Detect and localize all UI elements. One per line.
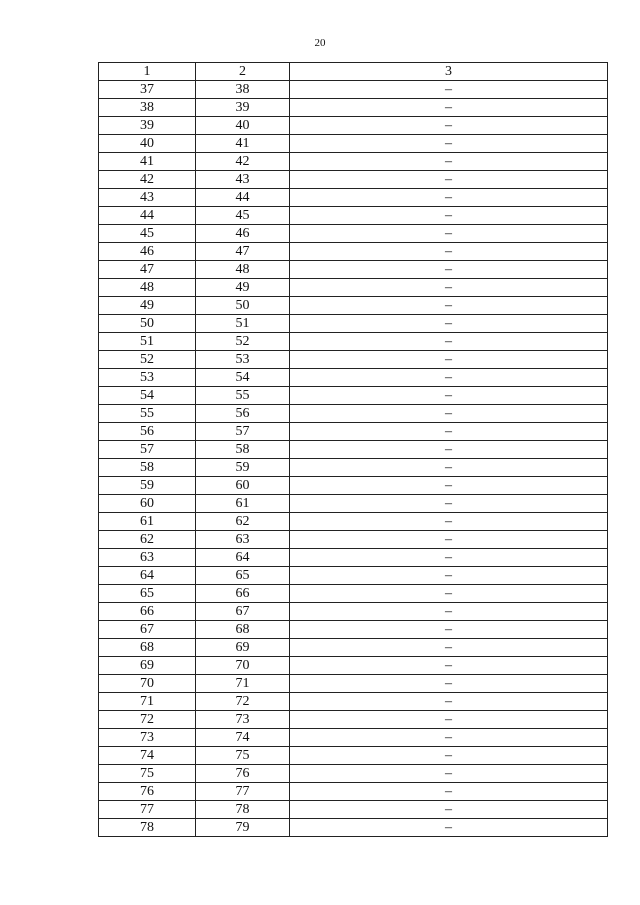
table-row (99, 477, 608, 495)
table-row (99, 549, 608, 567)
table-cell-col-1: 57 (99, 441, 196, 459)
table-cell-col-1: 48 (99, 279, 196, 297)
table-cell-col-3: – (290, 207, 608, 225)
table-cell-col-1: 38 (99, 99, 196, 117)
table-cell-col-2: 40 (196, 117, 290, 135)
table-cell-col-2: 60 (196, 477, 290, 495)
table-cell-col-1: 40 (99, 135, 196, 153)
table-cell-col-2: 62 (196, 513, 290, 531)
table-cell-col-2: 78 (196, 801, 290, 819)
table-cell-col-1: 72 (99, 711, 196, 729)
table-row (99, 657, 608, 675)
table-cell-col-3: – (290, 369, 608, 387)
table-cell-col-3: – (290, 225, 608, 243)
table-cell-col-3: – (290, 117, 608, 135)
table-cell-col-3: – (290, 567, 608, 585)
table-cell-col-3: – (290, 441, 608, 459)
table-row (99, 693, 608, 711)
table-row (99, 405, 608, 423)
table-cell-col-2: 57 (196, 423, 290, 441)
table-cell-col-1: 41 (99, 153, 196, 171)
table-row (99, 117, 608, 135)
table-cell-col-2: 59 (196, 459, 290, 477)
table-cell-col-3: – (290, 315, 608, 333)
table-cell-col-2: 52 (196, 333, 290, 351)
table-cell-col-3: – (290, 387, 608, 405)
table-cell-col-2: 71 (196, 675, 290, 693)
table-cell-col-2: 72 (196, 693, 290, 711)
table-cell-col-2: 64 (196, 549, 290, 567)
table-cell-col-2: 79 (196, 819, 290, 837)
table-row (99, 531, 608, 549)
table-cell-col-3: – (290, 189, 608, 207)
table-cell-col-3: – (290, 405, 608, 423)
table-cell-col-3: – (290, 639, 608, 657)
table-cell-col-1: 62 (99, 531, 196, 549)
table-row (99, 783, 608, 801)
table-cell-col-3: – (290, 819, 608, 837)
table-row (99, 513, 608, 531)
table-cell-col-1: 50 (99, 315, 196, 333)
table-row (99, 333, 608, 351)
table-row (99, 369, 608, 387)
table-cell-col-2: 58 (196, 441, 290, 459)
table-cell-col-1: 46 (99, 243, 196, 261)
table-cell-col-3: – (290, 135, 608, 153)
table-row (99, 711, 608, 729)
table-cell-col-1: 42 (99, 171, 196, 189)
table-row (99, 207, 608, 225)
table-cell-col-1: 75 (99, 765, 196, 783)
table-cell-col-2: 61 (196, 495, 290, 513)
column-header-2: 2 (196, 63, 290, 81)
table-cell-col-3: – (290, 531, 608, 549)
table-cell-col-2: 53 (196, 351, 290, 369)
table-cell-col-2: 48 (196, 261, 290, 279)
table-row (99, 189, 608, 207)
table-cell-col-1: 65 (99, 585, 196, 603)
table-body (99, 81, 608, 837)
table-row (99, 801, 608, 819)
table-cell-col-3: – (290, 729, 608, 747)
table-cell-col-2: 65 (196, 567, 290, 585)
table-cell-col-2: 74 (196, 729, 290, 747)
table-row (99, 603, 608, 621)
table-cell-col-1: 60 (99, 495, 196, 513)
table-cell-col-3: – (290, 585, 608, 603)
table-cell-col-2: 46 (196, 225, 290, 243)
table-row (99, 765, 608, 783)
table-cell-col-3: – (290, 81, 608, 99)
table-row (99, 261, 608, 279)
table-cell-col-2: 76 (196, 765, 290, 783)
table-row (99, 99, 608, 117)
table-row (99, 279, 608, 297)
table-cell-col-2: 45 (196, 207, 290, 225)
table-cell-col-2: 77 (196, 783, 290, 801)
table-row (99, 441, 608, 459)
table-row (99, 243, 608, 261)
table-cell-col-1: 37 (99, 81, 196, 99)
table-cell-col-1: 73 (99, 729, 196, 747)
table-cell-col-2: 70 (196, 657, 290, 675)
table-cell-col-1: 64 (99, 567, 196, 585)
table-cell-col-2: 44 (196, 189, 290, 207)
table-row (99, 585, 608, 603)
table-cell-col-3: – (290, 171, 608, 189)
table-cell-col-3: – (290, 603, 608, 621)
table-cell-col-3: – (290, 243, 608, 261)
table-cell-col-1: 56 (99, 423, 196, 441)
table-cell-col-3: – (290, 621, 608, 639)
table-cell-col-1: 58 (99, 459, 196, 477)
table-cell-col-1: 54 (99, 387, 196, 405)
table-cell-col-1: 43 (99, 189, 196, 207)
table-cell-col-2: 56 (196, 405, 290, 423)
table-cell-col-3: – (290, 333, 608, 351)
table-cell-col-2: 49 (196, 279, 290, 297)
table-cell-col-1: 59 (99, 477, 196, 495)
table-cell-col-2: 38 (196, 81, 290, 99)
table-row (99, 81, 608, 99)
table-cell-col-3: – (290, 459, 608, 477)
table-cell-col-1: 61 (99, 513, 196, 531)
table-cell-col-3: – (290, 783, 608, 801)
table-cell-col-1: 55 (99, 405, 196, 423)
table-row (99, 297, 608, 315)
table-row (99, 621, 608, 639)
table-row (99, 225, 608, 243)
table-cell-col-3: – (290, 279, 608, 297)
column-header-3: 3 (290, 63, 608, 81)
table-cell-col-3: – (290, 153, 608, 171)
table-cell-col-1: 77 (99, 801, 196, 819)
table-cell-col-1: 47 (99, 261, 196, 279)
table-cell-col-3: – (290, 351, 608, 369)
table-row (99, 387, 608, 405)
table-cell-col-2: 69 (196, 639, 290, 657)
table-cell-col-1: 45 (99, 225, 196, 243)
table-row (99, 819, 608, 837)
table-row (99, 495, 608, 513)
table-cell-col-1: 68 (99, 639, 196, 657)
table-cell-col-3: – (290, 657, 608, 675)
table-cell-col-2: 75 (196, 747, 290, 765)
table-cell-col-1: 53 (99, 369, 196, 387)
table-cell-col-3: – (290, 297, 608, 315)
column-header-1: 1 (99, 63, 196, 81)
table-cell-col-2: 50 (196, 297, 290, 315)
table-cell-col-1: 71 (99, 693, 196, 711)
data-table (98, 62, 608, 837)
table-cell-col-3: – (290, 675, 608, 693)
table-cell-col-2: 41 (196, 135, 290, 153)
table-cell-col-3: – (290, 261, 608, 279)
table-cell-col-2: 66 (196, 585, 290, 603)
table-row (99, 675, 608, 693)
table-cell-col-3: – (290, 765, 608, 783)
table-cell-col-3: – (290, 549, 608, 567)
table-cell-col-2: 68 (196, 621, 290, 639)
table-row (99, 171, 608, 189)
table-row (99, 315, 608, 333)
table-cell-col-1: 69 (99, 657, 196, 675)
table-cell-col-2: 47 (196, 243, 290, 261)
table-cell-col-3: – (290, 423, 608, 441)
table-cell-col-2: 54 (196, 369, 290, 387)
table-cell-col-1: 39 (99, 117, 196, 135)
table-row (99, 639, 608, 657)
table-row (99, 729, 608, 747)
table-cell-col-1: 78 (99, 819, 196, 837)
table-cell-col-1: 76 (99, 783, 196, 801)
table-cell-col-3: – (290, 693, 608, 711)
table-cell-col-1: 74 (99, 747, 196, 765)
table-cell-col-1: 66 (99, 603, 196, 621)
table-cell-col-2: 63 (196, 531, 290, 549)
table-cell-col-1: 49 (99, 297, 196, 315)
table-header-row (99, 63, 608, 81)
table-cell-col-1: 67 (99, 621, 196, 639)
table-cell-col-2: 39 (196, 99, 290, 117)
table-cell-col-2: 51 (196, 315, 290, 333)
table-cell-col-3: – (290, 477, 608, 495)
table-cell-col-2: 55 (196, 387, 290, 405)
table-cell-col-3: – (290, 711, 608, 729)
table-cell-col-3: – (290, 99, 608, 117)
table-row (99, 351, 608, 369)
table-cell-col-3: – (290, 513, 608, 531)
table-cell-col-1: 70 (99, 675, 196, 693)
table-row (99, 135, 608, 153)
table-row (99, 747, 608, 765)
table-cell-col-2: 43 (196, 171, 290, 189)
table-cell-col-1: 44 (99, 207, 196, 225)
table-cell-col-2: 42 (196, 153, 290, 171)
table-cell-col-1: 63 (99, 549, 196, 567)
table-cell-col-3: – (290, 801, 608, 819)
page-number: 20 (314, 37, 326, 49)
table-cell-col-3: – (290, 495, 608, 513)
table-cell-col-3: – (290, 747, 608, 765)
table-cell-col-2: 67 (196, 603, 290, 621)
table-cell-col-1: 52 (99, 351, 196, 369)
table-row (99, 423, 608, 441)
table-row (99, 567, 608, 585)
table-cell-col-1: 51 (99, 333, 196, 351)
table-row (99, 459, 608, 477)
table-cell-col-2: 73 (196, 711, 290, 729)
table-row (99, 153, 608, 171)
